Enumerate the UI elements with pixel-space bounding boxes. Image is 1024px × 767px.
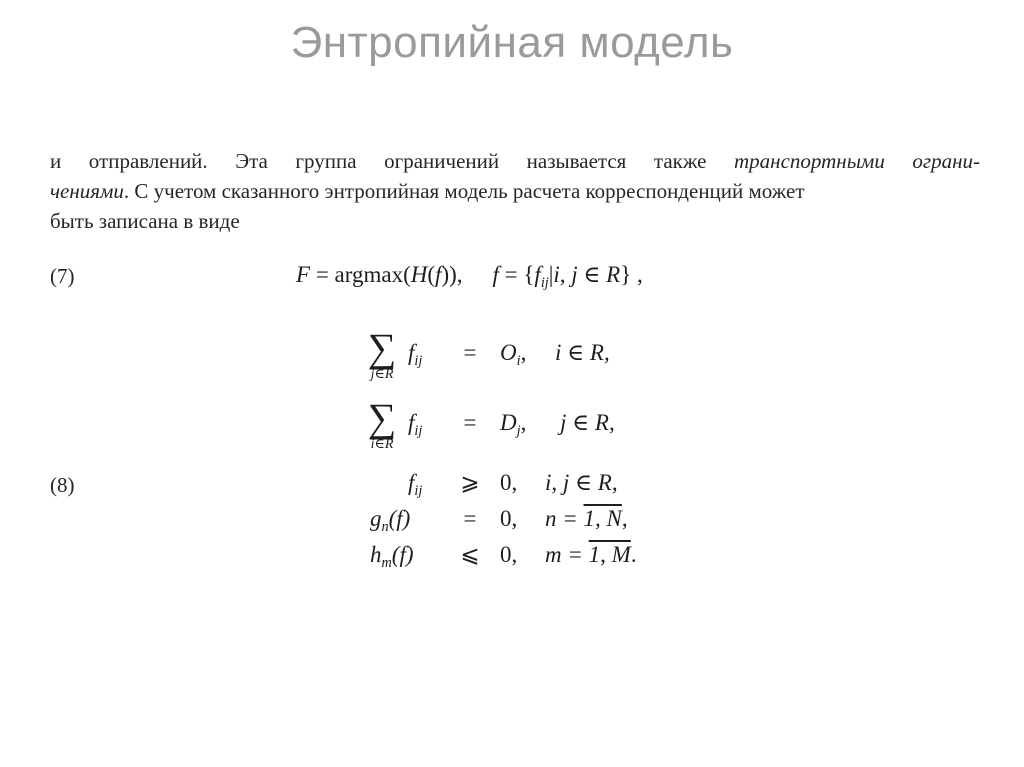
text-line-3: быть записана в виде: [50, 209, 240, 233]
italic-term-end: чениями: [50, 179, 124, 203]
sum-symbol: ∑ j∈R: [367, 325, 397, 382]
slide-title: Энтропийная модель: [290, 18, 734, 67]
constraint-row-destination: ∑ i∈R $f_{ij}$ = $D_j$, j ∈ R,: [360, 410, 780, 444]
text-line-2: чениями. С учетом сказанного энтропийная модель расчета корреспонденций может: [50, 179, 805, 203]
constraint-row-g: $g_n(f)$ = 0, n = 1, N,: [370, 506, 628, 535]
italic-term: транспортными ограни-: [733, 149, 980, 173]
constraint-row-h: $h_m(f)$ ⩽ 0, m = 1, M.: [370, 542, 637, 571]
text-paragraph: [50, 146, 980, 236]
text-line-1: и отправлений. Эта группа ограничений называется также транспортными ограни-: [50, 149, 980, 173]
equation-number-8: (8): [50, 473, 75, 497]
constraint-row-nonnegativity: $f_{ij}$ ⩾ 0, i, j ∈ R,: [408, 470, 618, 499]
equation-number-7: (7): [50, 264, 75, 288]
sum-symbol: ∑ i∈R: [367, 395, 397, 452]
constraint-row-origin: ∑ j∈R $f_{ij}$ = $O_i$, i ∈ R,: [360, 340, 780, 374]
equation-7: F = argmax(H(f)), $f = \{f_{ij}|i$, j ∈ R} ,: [296, 262, 643, 291]
